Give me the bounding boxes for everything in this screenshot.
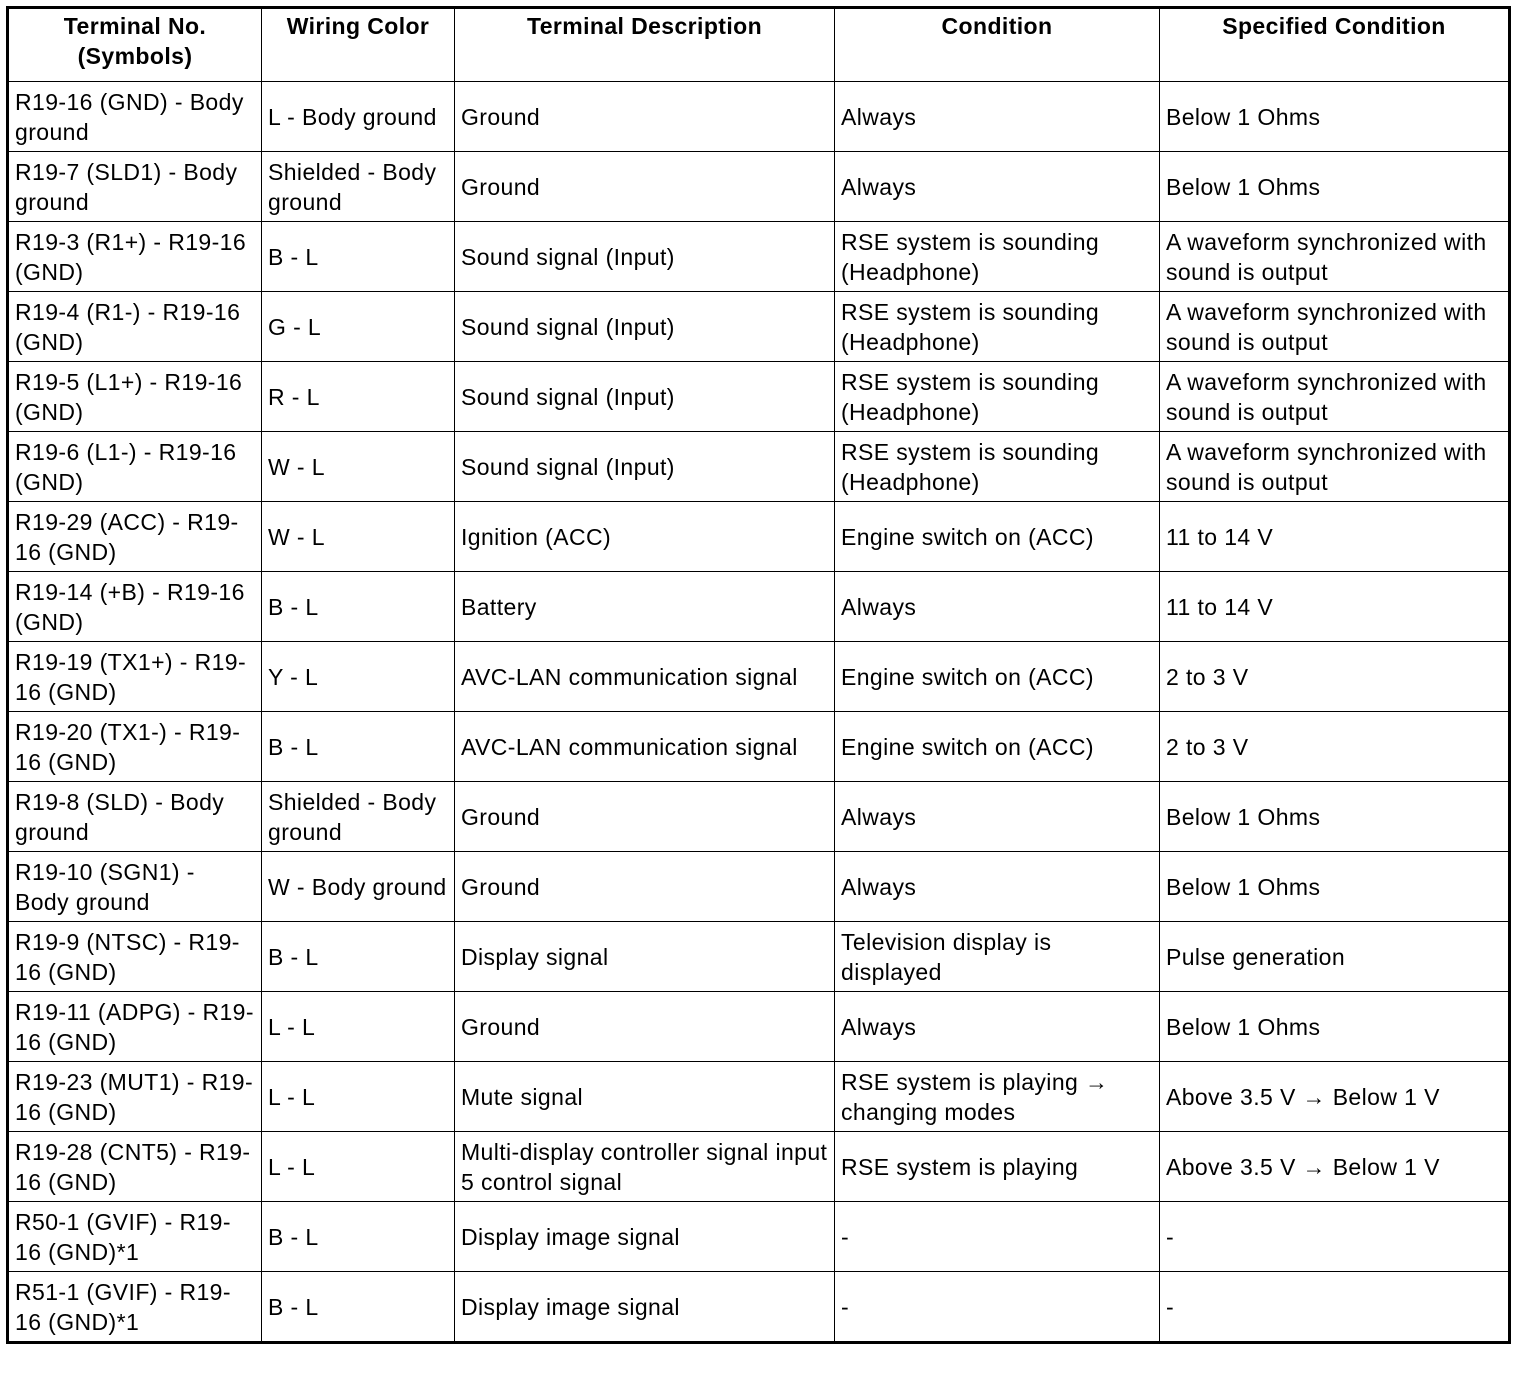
cell-terminal-description: Ground [455, 852, 835, 922]
table-row [8, 712, 1510, 782]
cell-terminal-no: R50-1 (GVIF) - R19-16 (GND)*1 [8, 1202, 262, 1272]
cell-wiring-color: B - L [262, 1272, 455, 1343]
cell-wiring-color: B - L [262, 572, 455, 642]
cell-condition: Television display is displayed [835, 922, 1160, 992]
cell-specified-condition: Below 1 Ohms [1160, 992, 1510, 1062]
cell-wiring-color: L - Body ground [262, 82, 455, 152]
cell-specified-condition: A waveform synchronized with sound is output [1160, 222, 1510, 292]
cell-specified-condition: Above 3.5 V → Below 1 V [1160, 1132, 1510, 1202]
cell-terminal-no: R19-10 (SGN1) - Body ground [8, 852, 262, 922]
cell-condition: RSE system is sounding (Headphone) [835, 362, 1160, 432]
cell-wiring-color: L - L [262, 1062, 455, 1132]
cell-condition: Always [835, 782, 1160, 852]
cell-wiring-color: Shielded - Body ground [262, 782, 455, 852]
cell-condition: Always [835, 992, 1160, 1062]
cell-specified-condition: Pulse generation [1160, 922, 1510, 992]
cell-specified-condition: A waveform synchronized with sound is output [1160, 292, 1510, 362]
table-row [8, 1272, 1510, 1343]
cell-terminal-description: Sound signal (Input) [455, 222, 835, 292]
table-row [8, 502, 1510, 572]
cell-condition: Engine switch on (ACC) [835, 642, 1160, 712]
cell-wiring-color: B - L [262, 922, 455, 992]
cell-condition: Always [835, 152, 1160, 222]
table-row [8, 922, 1510, 992]
table-row [8, 1062, 1510, 1132]
cell-condition: RSE system is sounding (Headphone) [835, 292, 1160, 362]
cell-terminal-no: R19-28 (CNT5) - R19-16 (GND) [8, 1132, 262, 1202]
cell-terminal-no: R19-4 (R1-) - R19-16 (GND) [8, 292, 262, 362]
header-wiring-color: Wiring Color [262, 8, 455, 82]
table-row [8, 362, 1510, 432]
cell-condition: - [835, 1202, 1160, 1272]
cell-terminal-description: AVC-LAN communication signal [455, 642, 835, 712]
table-row [8, 852, 1510, 922]
cell-condition: Always [835, 852, 1160, 922]
cell-specified-condition: 11 to 14 V [1160, 572, 1510, 642]
cell-specified-condition: Above 3.5 V → Below 1 V [1160, 1062, 1510, 1132]
cell-terminal-no: R19-6 (L1-) - R19-16 (GND) [8, 432, 262, 502]
table-row [8, 152, 1510, 222]
table-row [8, 642, 1510, 712]
cell-terminal-no: R51-1 (GVIF) - R19-16 (GND)*1 [8, 1272, 262, 1343]
cell-condition: RSE system is playing → changing modes [835, 1062, 1160, 1132]
cell-specified-condition: 2 to 3 V [1160, 712, 1510, 782]
cell-specified-condition: Below 1 Ohms [1160, 152, 1510, 222]
header-condition: Condition [835, 8, 1160, 82]
cell-terminal-description: Sound signal (Input) [455, 432, 835, 502]
header-specified-condition: Specified Condition [1160, 8, 1510, 82]
header-terminal-description: Terminal Description [455, 8, 835, 82]
cell-specified-condition: A waveform synchronized with sound is output [1160, 362, 1510, 432]
cell-condition: Always [835, 572, 1160, 642]
cell-wiring-color: B - L [262, 712, 455, 782]
cell-terminal-no: R19-11 (ADPG) - R19-16 (GND) [8, 992, 262, 1062]
cell-wiring-color: W - Body ground [262, 852, 455, 922]
terminal-table [6, 6, 1511, 1344]
cell-terminal-description: Display image signal [455, 1272, 835, 1343]
cell-terminal-description: Mute signal [455, 1062, 835, 1132]
cell-terminal-description: AVC-LAN communication signal [455, 712, 835, 782]
header-row [8, 8, 1510, 82]
cell-wiring-color: W - L [262, 502, 455, 572]
table-row [8, 222, 1510, 292]
table-row [8, 1202, 1510, 1272]
table-header [8, 8, 1510, 82]
cell-terminal-description: Sound signal (Input) [455, 292, 835, 362]
cell-terminal-description: Ground [455, 782, 835, 852]
cell-condition: Engine switch on (ACC) [835, 712, 1160, 782]
cell-terminal-description: Ground [455, 82, 835, 152]
cell-wiring-color: Y - L [262, 642, 455, 712]
cell-specified-condition: Below 1 Ohms [1160, 852, 1510, 922]
table-row [8, 292, 1510, 362]
cell-terminal-no: R19-7 (SLD1) - Body ground [8, 152, 262, 222]
cell-terminal-no: R19-8 (SLD) - Body ground [8, 782, 262, 852]
cell-wiring-color: L - L [262, 992, 455, 1062]
cell-condition: Always [835, 82, 1160, 152]
cell-specified-condition: Below 1 Ohms [1160, 782, 1510, 852]
table-body [8, 82, 1510, 1343]
cell-terminal-no: R19-16 (GND) - Body ground [8, 82, 262, 152]
cell-condition: RSE system is playing [835, 1132, 1160, 1202]
table-row [8, 82, 1510, 152]
cell-condition: RSE system is sounding (Headphone) [835, 432, 1160, 502]
cell-terminal-no: R19-3 (R1+) - R19-16 (GND) [8, 222, 262, 292]
cell-terminal-no: R19-23 (MUT1) - R19-16 (GND) [8, 1062, 262, 1132]
cell-terminal-description: Ignition (ACC) [455, 502, 835, 572]
cell-terminal-description: Ground [455, 152, 835, 222]
table-row [8, 992, 1510, 1062]
table-row [8, 572, 1510, 642]
cell-wiring-color: R - L [262, 362, 455, 432]
cell-terminal-description: Display image signal [455, 1202, 835, 1272]
cell-terminal-no: R19-14 (+B) - R19-16 (GND) [8, 572, 262, 642]
cell-specified-condition: 11 to 14 V [1160, 502, 1510, 572]
cell-specified-condition: - [1160, 1202, 1510, 1272]
cell-terminal-description: Sound signal (Input) [455, 362, 835, 432]
cell-terminal-no: R19-9 (NTSC) - R19-16 (GND) [8, 922, 262, 992]
cell-terminal-no: R19-20 (TX1-) - R19-16 (GND) [8, 712, 262, 782]
cell-terminal-no: R19-29 (ACC) - R19-16 (GND) [8, 502, 262, 572]
cell-terminal-description: Display signal [455, 922, 835, 992]
table-row [8, 432, 1510, 502]
cell-specified-condition: 2 to 3 V [1160, 642, 1510, 712]
table-row [8, 1132, 1510, 1202]
cell-wiring-color: B - L [262, 222, 455, 292]
cell-terminal-description: Battery [455, 572, 835, 642]
cell-terminal-description: Multi-display controller signal input 5 control signal [455, 1132, 835, 1202]
table-row [8, 782, 1510, 852]
cell-specified-condition: Below 1 Ohms [1160, 82, 1510, 152]
cell-terminal-no: R19-5 (L1+) - R19-16 (GND) [8, 362, 262, 432]
cell-wiring-color: B - L [262, 1202, 455, 1272]
cell-specified-condition: - [1160, 1272, 1510, 1343]
cell-specified-condition: A waveform synchronized with sound is output [1160, 432, 1510, 502]
cell-wiring-color: Shielded - Body ground [262, 152, 455, 222]
cell-condition: RSE system is sounding (Headphone) [835, 222, 1160, 292]
cell-condition: Engine switch on (ACC) [835, 502, 1160, 572]
cell-wiring-color: W - L [262, 432, 455, 502]
cell-condition: - [835, 1272, 1160, 1343]
header-terminal-no: Terminal No. (Symbols) [8, 8, 262, 82]
cell-wiring-color: L - L [262, 1132, 455, 1202]
cell-wiring-color: G - L [262, 292, 455, 362]
cell-terminal-no: R19-19 (TX1+) - R19-16 (GND) [8, 642, 262, 712]
cell-terminal-description: Ground [455, 992, 835, 1062]
